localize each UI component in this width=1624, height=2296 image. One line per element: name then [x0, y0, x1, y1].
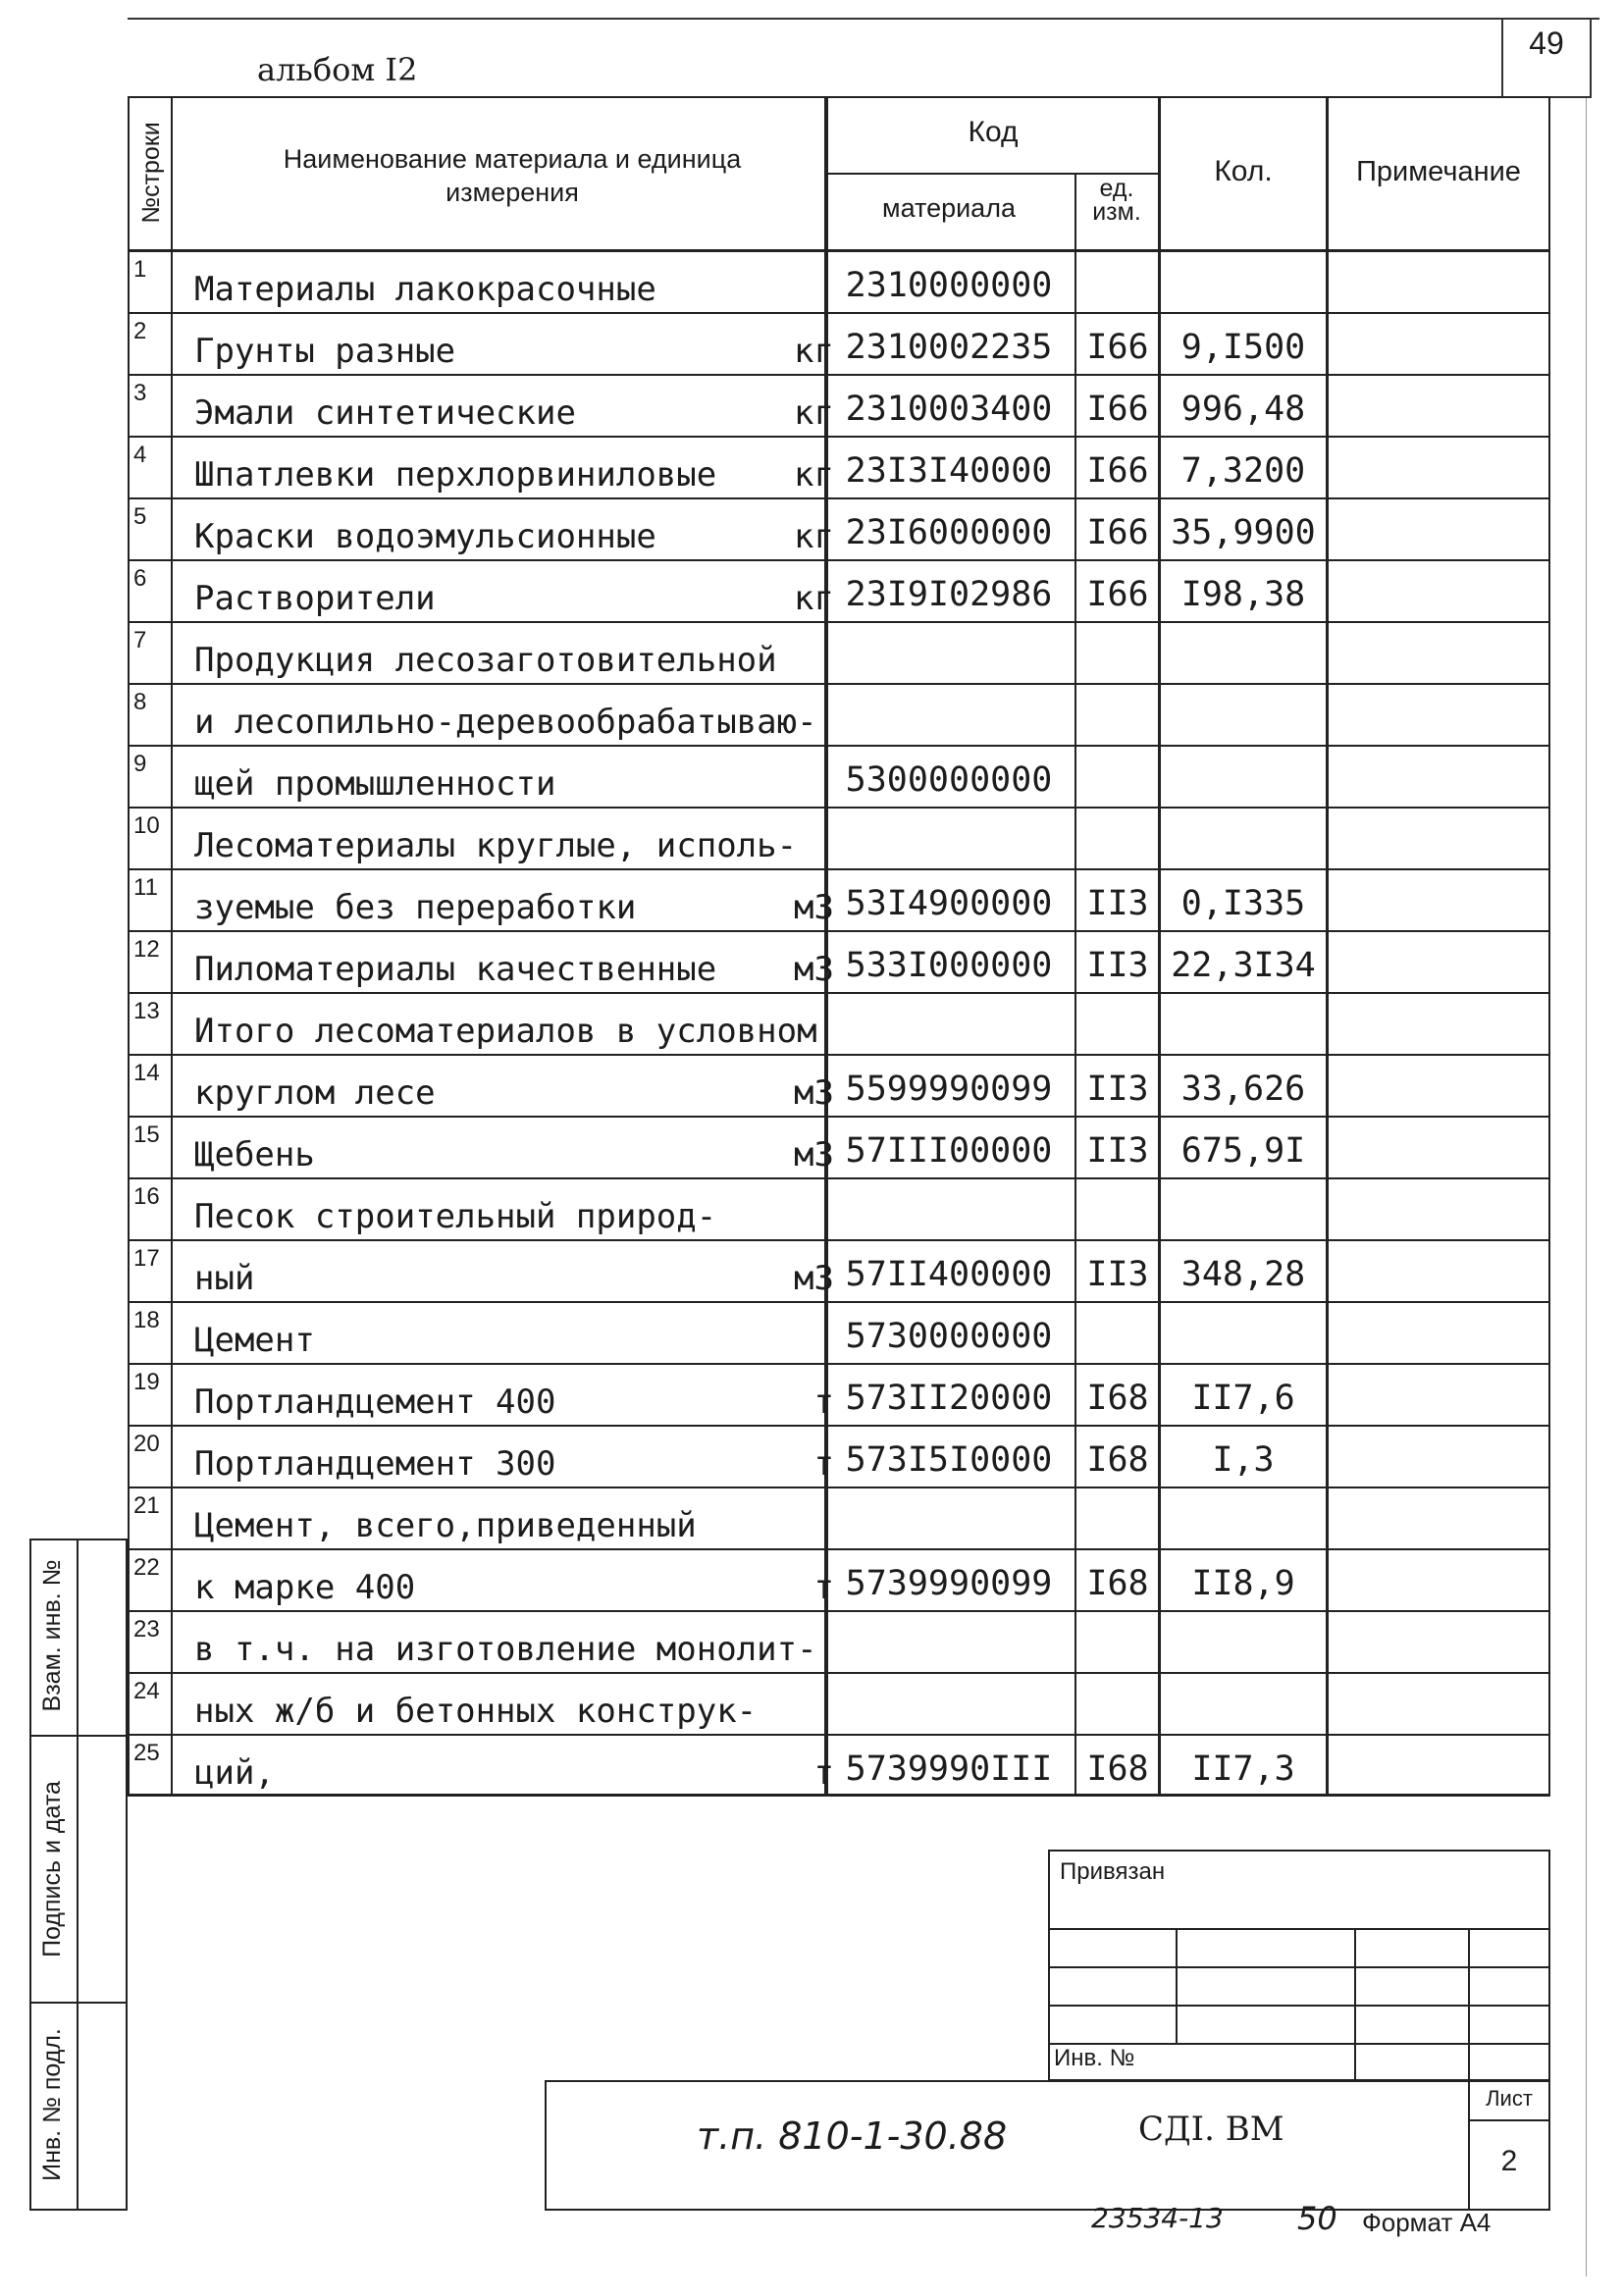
- table-row: [128, 1674, 1550, 1735]
- material-code: 5730000000: [845, 1317, 1053, 1356]
- row-number: 21: [133, 1492, 160, 1519]
- binding-col: [1468, 1928, 1470, 2081]
- unit: м3: [794, 950, 834, 989]
- unit-code: I66: [1086, 513, 1149, 552]
- quantity: II8,9: [1191, 1564, 1295, 1603]
- row-number: 11: [133, 874, 158, 901]
- side-label-inv-podl: Инв. № подл.: [38, 2028, 66, 2181]
- row-number: 6: [133, 565, 147, 592]
- row-number: 9: [133, 751, 147, 777]
- material-name: Лесоматериалы круглые, исполь-: [194, 826, 798, 865]
- unit: м3: [794, 1259, 834, 1298]
- binding-col: [1354, 1928, 1356, 2081]
- row-number: 20: [133, 1431, 160, 1457]
- unit: т: [813, 1444, 834, 1484]
- quantity: 0,I335: [1180, 884, 1306, 923]
- row-number: 25: [133, 1740, 160, 1766]
- table-row: [128, 747, 1550, 808]
- unit-code: II3: [1086, 1131, 1149, 1171]
- row-number: 19: [133, 1369, 160, 1395]
- row-number: 10: [133, 812, 160, 839]
- material-code: 5599990099: [845, 1070, 1053, 1109]
- side-strip-inner-line: [77, 1539, 79, 2211]
- material-name: Растворители: [194, 579, 436, 618]
- table-row: [128, 1179, 1550, 1240]
- table-row: [128, 870, 1550, 931]
- material-code: 573II20000: [845, 1379, 1053, 1418]
- side-strip-divider: [29, 1735, 128, 1737]
- quantity: 22,3I34: [1171, 946, 1316, 985]
- album-title: альбом I2: [257, 51, 418, 88]
- material-name: ных ж/б и бетонных конструк-: [194, 1692, 758, 1731]
- header-row-no: №строки: [137, 122, 165, 224]
- quantity: 7,3200: [1180, 451, 1306, 491]
- material-name: Итого лесоматериалов в условном: [194, 1012, 817, 1051]
- row-number: 3: [133, 380, 147, 406]
- scan-edge-line: [1586, 98, 1587, 2276]
- quantity: 9,I500: [1180, 328, 1306, 367]
- code-subheader-line: [826, 173, 1160, 175]
- row-number: 18: [133, 1307, 160, 1333]
- material-code: 53I4900000: [845, 884, 1053, 923]
- material-name: в т.ч. на изготовление монолит-: [194, 1630, 817, 1669]
- unit: м3: [794, 888, 834, 927]
- material-name: Портландцемент 300: [194, 1444, 556, 1484]
- row-number: 16: [133, 1183, 160, 1210]
- title-block: [545, 2080, 1550, 2211]
- row-number: 12: [133, 936, 160, 963]
- table-row: [128, 1303, 1550, 1364]
- unit-code: I66: [1086, 390, 1149, 429]
- unit-code: I66: [1086, 328, 1149, 367]
- header-qty: Кол.: [1214, 155, 1273, 187]
- table-row: [128, 1488, 1550, 1549]
- document-mark: СДI. ВМ: [1138, 2110, 1284, 2149]
- table-row: [128, 1056, 1550, 1117]
- material-name: Портландцемент 400: [194, 1383, 556, 1422]
- row-number: 5: [133, 503, 147, 530]
- material-name: Цемент: [194, 1321, 315, 1360]
- unit: кг: [794, 517, 834, 556]
- row-number: 14: [133, 1060, 160, 1086]
- unit: м3: [794, 1135, 834, 1174]
- binding-label: Привязан: [1060, 1858, 1166, 1885]
- table-row: [128, 1365, 1550, 1426]
- quantity: 348,28: [1180, 1255, 1306, 1294]
- material-name: Песок строительный природ-: [194, 1197, 717, 1236]
- table-row: [128, 1736, 1550, 1797]
- unit: т: [813, 1753, 834, 1793]
- material-code: 23I9I02986: [845, 575, 1053, 614]
- material-code: 23I3I40000: [845, 451, 1053, 491]
- quantity: 675,9I: [1180, 1131, 1306, 1171]
- unit: кг: [794, 579, 834, 618]
- page-number: 49: [1529, 26, 1564, 61]
- sheet-label: Лист: [1486, 2086, 1533, 2111]
- unit-code: II3: [1086, 946, 1149, 985]
- header-code: Код: [968, 116, 1019, 148]
- quantity: 996,48: [1180, 390, 1306, 429]
- table-row: [128, 932, 1550, 993]
- table-row: [128, 1241, 1550, 1302]
- binding-col: [1176, 1928, 1178, 2043]
- table-row: [128, 685, 1550, 746]
- quantity: I,3: [1212, 1440, 1275, 1480]
- row-number: 15: [133, 1122, 160, 1148]
- material-name: ций,: [194, 1753, 275, 1793]
- unit: т: [813, 1383, 834, 1422]
- footer-order-number: 23534-13: [1091, 2202, 1224, 2234]
- material-name: Эмали синтетические: [194, 393, 576, 433]
- table-row: [128, 809, 1550, 869]
- quantity: II7,3: [1191, 1749, 1295, 1789]
- material-name: Продукция лесозаготовительной: [194, 641, 777, 680]
- table-row: [128, 623, 1550, 684]
- row-number: 24: [133, 1678, 160, 1704]
- unit-code: I68: [1086, 1379, 1149, 1418]
- unit-code: I68: [1086, 1564, 1149, 1603]
- unit-code: II3: [1086, 884, 1149, 923]
- material-name: Шпатлевки перхлорвиниловые: [194, 455, 717, 495]
- material-code: 23I6000000: [845, 513, 1053, 552]
- table-row: [128, 561, 1550, 622]
- unit-code: I68: [1086, 1749, 1149, 1789]
- row-number: 17: [133, 1245, 160, 1272]
- table-row: [128, 314, 1550, 375]
- unit: т: [813, 1568, 834, 1607]
- material-name: Краски водоэмульсионные: [194, 517, 656, 556]
- quantity: 33,626: [1180, 1070, 1306, 1109]
- material-code: 5300000000: [845, 760, 1053, 800]
- row-number: 8: [133, 689, 147, 715]
- material-code: 2310000000: [845, 266, 1053, 305]
- sheet-label-line: [1468, 2119, 1550, 2121]
- inv-no-label: Инв. №: [1054, 2045, 1135, 2071]
- unit: кг: [794, 332, 834, 371]
- material-name: ный: [194, 1259, 255, 1298]
- binding-line: [1048, 1928, 1550, 1930]
- material-code: 2310003400: [845, 390, 1053, 429]
- material-code: 2310002235: [845, 328, 1053, 367]
- material-name: Пиломатериалы качественные: [194, 950, 717, 989]
- material-code: 57II400000: [845, 1255, 1053, 1294]
- table-row: [128, 499, 1550, 560]
- material-code: 57III00000: [845, 1131, 1053, 1171]
- material-name: Грунты разные: [194, 332, 456, 371]
- row-number: 22: [133, 1554, 160, 1581]
- table-row: [128, 1550, 1550, 1611]
- row-number: 23: [133, 1616, 160, 1643]
- material-code: 5739990III: [845, 1749, 1053, 1789]
- material-name: к марке 400: [194, 1568, 416, 1607]
- quantity: II7,6: [1191, 1379, 1295, 1418]
- header-unit-code: ед. изм.: [1092, 175, 1141, 226]
- material-code: 573I5I0000: [845, 1440, 1053, 1480]
- binding-line: [1048, 2005, 1550, 2007]
- unit: м3: [794, 1073, 834, 1113]
- unit-code: I66: [1086, 575, 1149, 614]
- sheet-number: 2: [1500, 2145, 1518, 2177]
- unit-code: II3: [1086, 1070, 1149, 1109]
- quantity: 35,9900: [1171, 513, 1316, 552]
- unit-code: I68: [1086, 1440, 1149, 1480]
- unit: кг: [794, 455, 834, 495]
- table-row: [128, 438, 1550, 498]
- unit: кг: [794, 393, 834, 433]
- side-label-vzam: Взам. инв. №: [38, 1559, 66, 1712]
- side-label-signature: Подпись и дата: [38, 1781, 66, 1957]
- binding-line: [1048, 1966, 1550, 1968]
- header-material-code: материала: [882, 193, 1016, 223]
- table-row: [128, 252, 1550, 313]
- footer-format: Формат А4: [1362, 2208, 1492, 2237]
- material-name: Цемент, всего,приведенный: [194, 1506, 697, 1545]
- unit-code: I66: [1086, 451, 1149, 491]
- table-row: [128, 1612, 1550, 1673]
- material-name: Материалы лакокрасочные: [194, 270, 656, 309]
- document-code: т.п. 810-1-30.88: [697, 2114, 1008, 2158]
- footer-number: 50: [1297, 2200, 1337, 2237]
- header-name: Наименование материала и единица измерения: [283, 144, 742, 207]
- material-name: Щебень: [194, 1135, 315, 1174]
- row-number: 7: [133, 627, 147, 653]
- table-row: [128, 376, 1550, 437]
- material-code: 533I000000: [845, 946, 1053, 985]
- side-strip-divider: [29, 2002, 128, 2004]
- row-number: 4: [133, 442, 147, 468]
- row-number: 2: [133, 318, 147, 344]
- table-row: [128, 1427, 1550, 1487]
- quantity: I98,38: [1180, 575, 1306, 614]
- row-number: 1: [133, 256, 147, 283]
- row-number: 13: [133, 998, 160, 1024]
- unit-code: II3: [1086, 1255, 1149, 1294]
- table-row: [128, 1118, 1550, 1178]
- material-name: и лесопильно-деревообрабатываю-: [194, 703, 817, 742]
- material-name: щей промышленности: [194, 764, 556, 804]
- material-name: зуемые без переработки: [194, 888, 637, 927]
- table-row: [128, 994, 1550, 1055]
- material-code: 5739990099: [845, 1564, 1053, 1603]
- header-note: Примечание: [1356, 156, 1521, 187]
- material-name: круглом лесе: [194, 1073, 436, 1113]
